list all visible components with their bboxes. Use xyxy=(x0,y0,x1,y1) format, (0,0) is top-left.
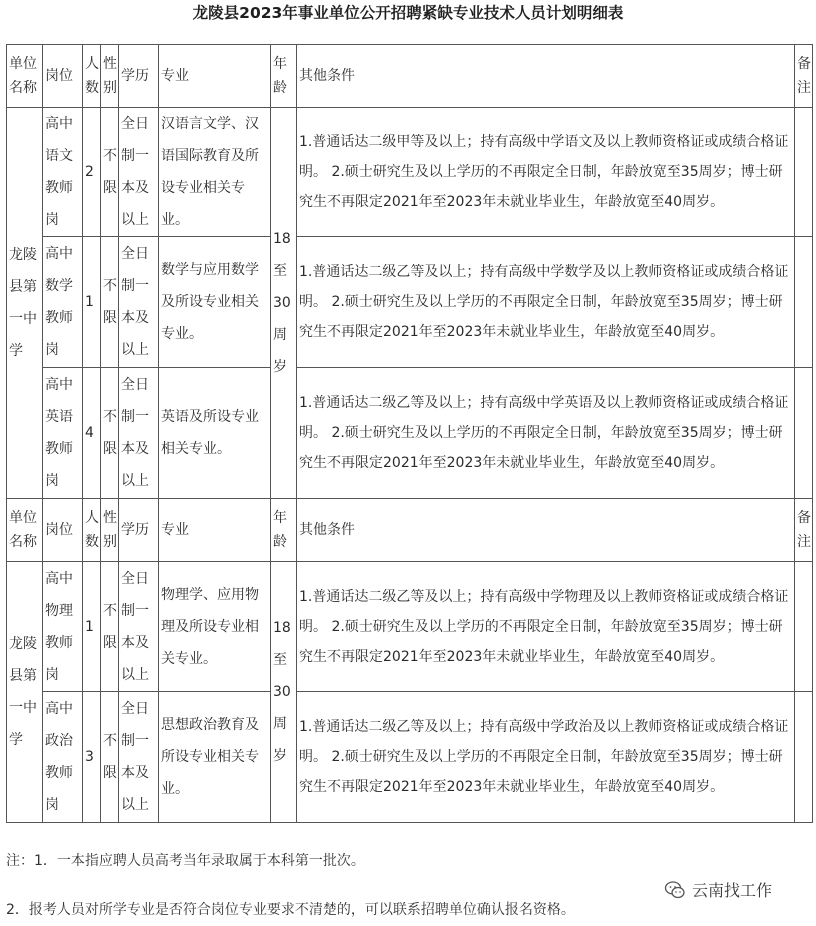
footnote-2: 2．报考人员对所学专业是否符合岗位专业要求不清楚的，可以联系招聘单位确认报名资格。 xyxy=(6,902,575,918)
education-cell: 全日制一本及以上 xyxy=(119,237,159,368)
header-age: 年龄 xyxy=(271,499,297,562)
post-cell: 高中英语教师岗 xyxy=(43,368,83,499)
wechat-icon xyxy=(664,879,686,901)
header-age: 年龄 xyxy=(271,45,297,108)
post-cell: 高中物理教师岗 xyxy=(43,562,83,692)
header-unit: 单位名称 xyxy=(7,45,43,108)
count-cell: 2 xyxy=(83,108,101,237)
major-cell: 物理学、应用物理及所设专业相关专业。 xyxy=(159,562,271,692)
header-major: 专业 xyxy=(159,45,271,108)
count-cell: 4 xyxy=(83,368,101,499)
post-cell: 高中政治教师岗 xyxy=(43,692,83,823)
header-count: 人数 xyxy=(83,45,101,108)
count-cell: 1 xyxy=(83,562,101,692)
document-title: 龙陵县2023年事业单位公开招聘紧缺专业技术人员计划明细表 xyxy=(192,4,624,22)
header-remark: 备注 xyxy=(795,499,813,562)
footnote-1: 注：1．一本指应聘人员高考当年录取属于本科第一批次。 xyxy=(6,853,365,869)
table-header-row xyxy=(7,45,813,108)
count-cell: 1 xyxy=(83,237,101,368)
table-row xyxy=(7,108,813,237)
count-cell: 3 xyxy=(83,692,101,823)
education-cell: 全日制一本及以上 xyxy=(119,368,159,499)
unit-name-cell: 龙陵县第一中学 xyxy=(7,108,43,499)
major-cell: 思想政治教育及所设专业相关专业。 xyxy=(159,692,271,823)
header-gender: 性别 xyxy=(101,45,119,108)
gender-cell: 不限 xyxy=(101,562,119,692)
gender-cell: 不限 xyxy=(101,692,119,823)
header-count: 人数 xyxy=(83,499,101,562)
remark-cell xyxy=(795,108,813,237)
remark-cell xyxy=(795,692,813,823)
remark-cell xyxy=(795,562,813,692)
education-cell: 全日制一本及以上 xyxy=(119,108,159,237)
header-gender: 性别 xyxy=(101,499,119,562)
recruitment-plan-table xyxy=(6,44,813,823)
table-row xyxy=(7,692,813,823)
age-cell: 18至30周岁 xyxy=(271,562,297,823)
header-other: 其他条件 xyxy=(297,499,795,562)
watermark xyxy=(664,878,772,901)
conditions-cell: 1.普通话达二级甲等及以上；持有高级中学语文及以上教师资格证或成绩合格证明。 2.硕士研究生及以上学历的不再限定全日制，年龄放宽至35周岁；博士研究生不再限定2021年至2023年未就业毕业生，年龄放宽至40周岁。 xyxy=(297,108,795,237)
gender-cell: 不限 xyxy=(101,108,119,237)
header-remark: 备注 xyxy=(795,45,813,108)
header-other: 其他条件 xyxy=(297,45,795,108)
age-cell: 18至30周岁 xyxy=(271,108,297,499)
table-row xyxy=(7,237,813,368)
header-education: 学历 xyxy=(119,499,159,562)
conditions-cell: 1.普通话达二级乙等及以上；持有高级中学数学及以上教师资格证或成绩合格证明。 2.硕士研究生及以上学历的不再限定全日制，年龄放宽至35周岁；博士研究生不再限定2021年至2023年未就业毕业生，年龄放宽至40周岁。 xyxy=(297,237,795,368)
post-cell: 高中数学教师岗 xyxy=(43,237,83,368)
header-major: 专业 xyxy=(159,499,271,562)
conditions-cell: 1.普通话达二级乙等及以上；持有高级中学英语及以上教师资格证或成绩合格证明。 2.硕士研究生及以上学历的不再限定全日制，年龄放宽至35周岁；博士研究生不再限定2021年至2023年未就业毕业生，年龄放宽至40周岁。 xyxy=(297,368,795,499)
major-cell: 汉语言文学、汉语国际教育及所设专业相关专业。 xyxy=(159,108,271,237)
gender-cell: 不限 xyxy=(101,237,119,368)
header-post: 岗位 xyxy=(43,45,83,108)
education-cell: 全日制一本及以上 xyxy=(119,692,159,823)
major-cell: 英语及所设专业相关专业。 xyxy=(159,368,271,499)
unit-name-cell: 龙陵县第一中学 xyxy=(7,562,43,823)
education-cell: 全日制一本及以上 xyxy=(119,562,159,692)
gender-cell: 不限 xyxy=(101,368,119,499)
table-row xyxy=(7,368,813,499)
table-row xyxy=(7,562,813,692)
header-unit: 单位名称 xyxy=(7,499,43,562)
watermark-text: 云南找工作 xyxy=(692,881,773,900)
conditions-cell: 1.普通话达二级乙等及以上；持有高级中学物理及以上教师资格证或成绩合格证明。 2.硕士研究生及以上学历的不再限定全日制，年龄放宽至35周岁；博士研究生不再限定2021年至2023年未就业毕业生，年龄放宽至40周岁。 xyxy=(297,562,795,692)
post-cell: 高中语文教师岗 xyxy=(43,108,83,237)
table-header-row xyxy=(7,499,813,562)
header-education: 学历 xyxy=(119,45,159,108)
conditions-cell: 1.普通话达二级乙等及以上；持有高级中学政治及以上教师资格证或成绩合格证明。 2.硕士研究生及以上学历的不再限定全日制，年龄放宽至35周岁；博士研究生不再限定2021年至2023年未就业毕业生，年龄放宽至40周岁。 xyxy=(297,692,795,823)
remark-cell xyxy=(795,237,813,368)
remark-cell xyxy=(795,368,813,499)
major-cell: 数学与应用数学及所设专业相关专业。 xyxy=(159,237,271,368)
header-post: 岗位 xyxy=(43,499,83,562)
